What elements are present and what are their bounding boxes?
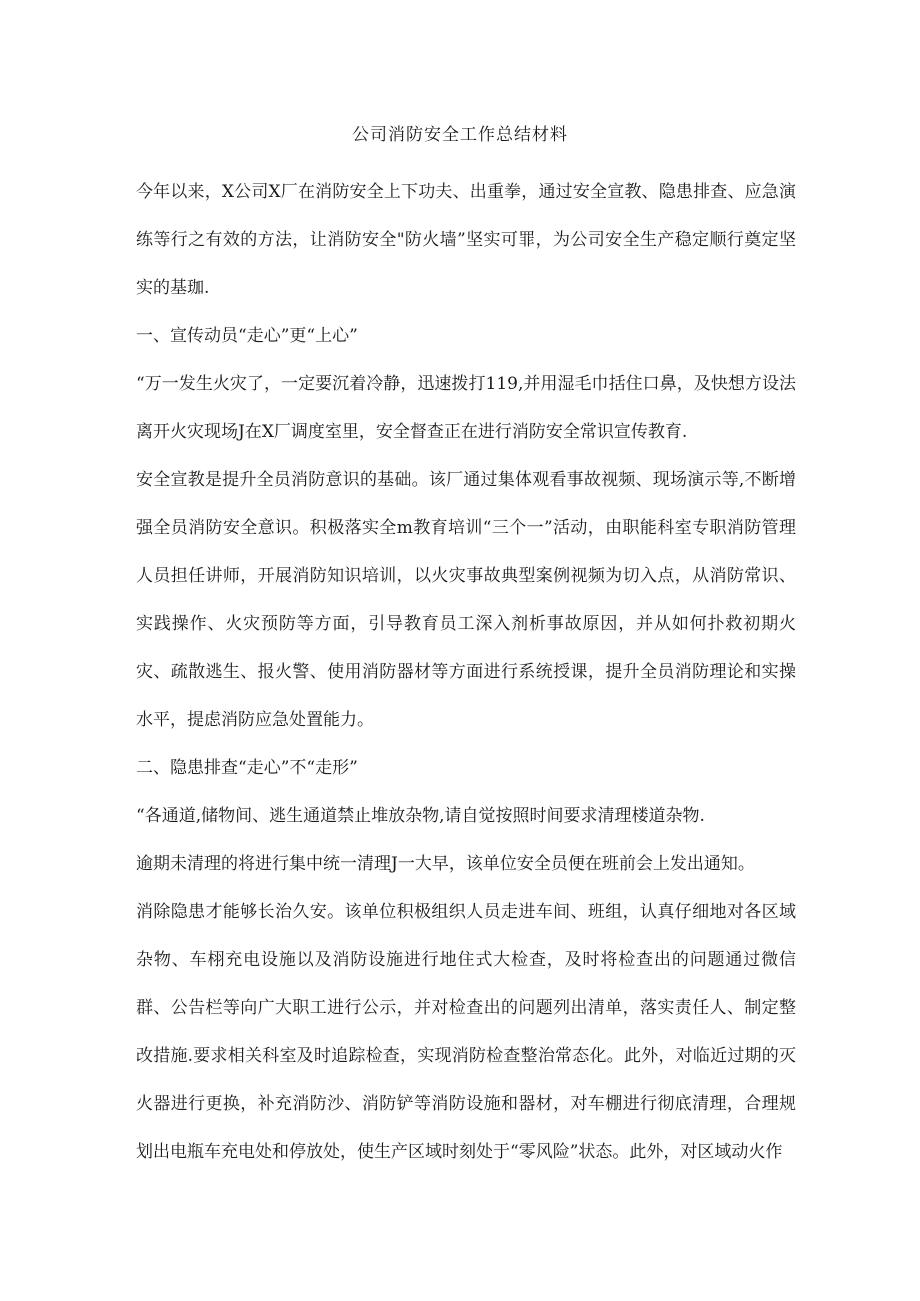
document-title: 公司消防安全工作总结材料: [352, 125, 568, 145]
paragraph-quote-1: “万一发生火灾了，一定要沉着冷静，迅速拨打119,并用湿毛巾括住口鼻，及快想方设法离开火灾现场J在X厂调度室里，安全督查正在进行消防安全常识宣传教育.: [136, 374, 796, 442]
document-body: [136, 168, 796, 1176]
paragraph-notice: 逾期未清理的将进行集中统一清理J一大早，该单位安全员便在班前会上发出通知。: [136, 854, 755, 874]
paragraph-hazard-check: 消除隐患才能够长治久安。该单位积极组织人员走进车间、班组，认真仔细地对各区域杂物、车栩充电设施以及消防设施进行地住式大检查，及时将检查出的问题通过微信群、公告栏等向广大职工进行公示，并对检查出的问题列出清单，落实责任人、制定整改措施.要求相关科室及时追踪检查，实现消防检查整治常态化。此外，对临近过期的灭火器进行更换，补充消防沙、消防铲等消防设施和器材，对车棚进行彻底清理，合理规划出电瓶车充电处和停放处，使生产区域时刻处于“零风险”状态。此外，对区域动火作: [136, 902, 796, 1162]
section-heading-1: 一、宣传动员“走心”更“上心”: [136, 326, 358, 346]
paragraph-intro: 今年以来，X公司X厂在消防安全上下功夫、出重拳，通过安全宣教、隐患排查、应急演练等行之有效的方法，让消防安全"防火墙”坚实可罪，为公司安全生产稳定顺行奠定坚实的基珈.: [136, 182, 796, 298]
section-heading-2: 二、隐患排查“走心”不“走形”: [136, 758, 358, 778]
paragraph-quote-2: “各通道,储物间、逃生通道禁止堆放杂物,请自觉按照时间要求清理楼道杂物.: [136, 806, 705, 826]
paragraph-training: 安全宣教是提升全员消防意识的基础。该厂通过集体观看事故视频、现场演示等,不断增强全员消防安全意识。积极落实全m教育培训“三个一”活动，由职能科室专职消防管理人员担任讲师，开展消防知识培训，以火灾事故典型案例视频为切入点，从消防常识、实践操作、火灾预防等方面，引导教育员工深入剂析事故原因，并从如何扑救初期火灾、疏散逃生、报火警、使用消防器材等方面进行系统授课，提升全员消防理论和实操水平，提虑消防应急处置能力。: [136, 470, 796, 730]
